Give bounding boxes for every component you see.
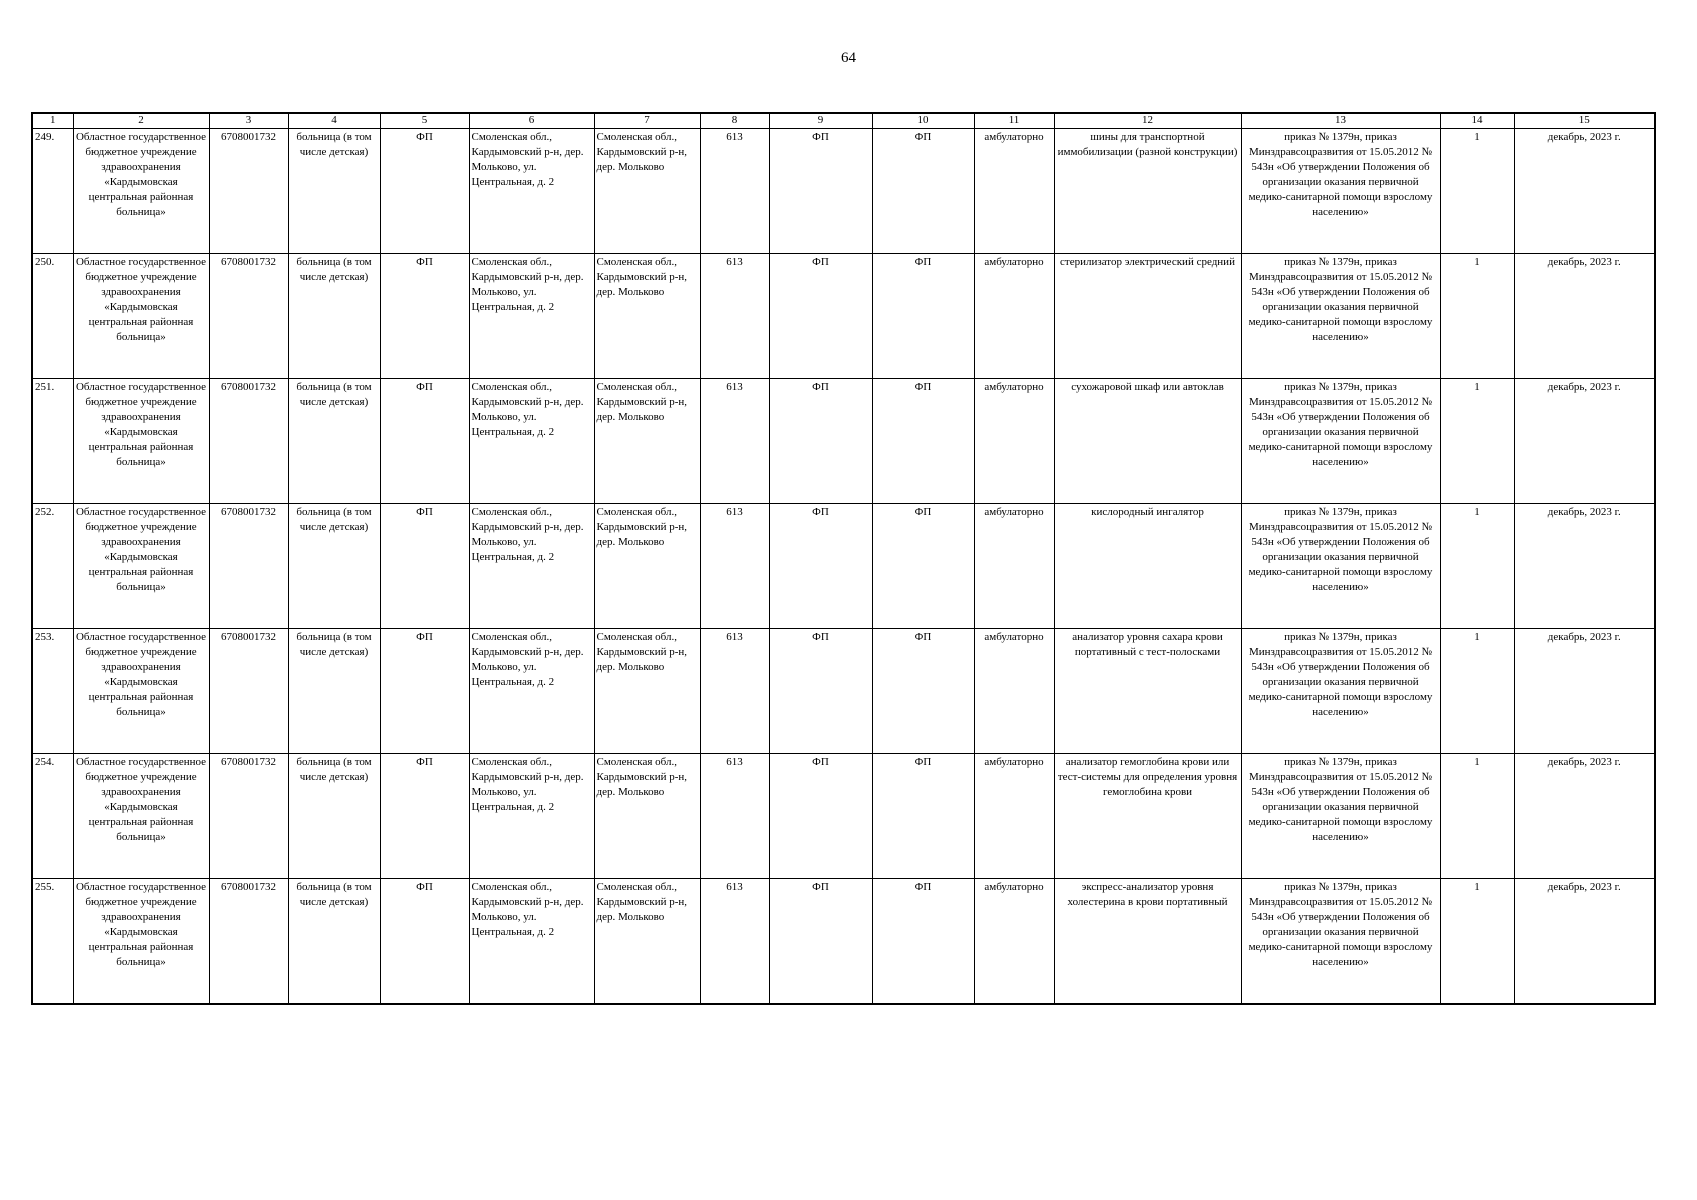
column-header: 10: [872, 113, 974, 129]
unit: ФП: [380, 379, 469, 504]
regulation-order: приказ № 1379н, приказ Минздравсоцразвития от 15.05.2012 № 543н «Об утверждении Положения об организации оказания первичной медико-санитарной помощи взрослому населению»: [1241, 754, 1440, 879]
delivery-date: декабрь, 2023 г.: [1514, 879, 1655, 1004]
organization-name: Областное государственное бюджетное учреждение здравоохранения «Кардымовская центральная районная больница»: [73, 254, 209, 379]
row-number: 253.: [32, 629, 73, 754]
quantity: 1: [1440, 504, 1514, 629]
facility-type: больница (в том числе детская): [288, 504, 380, 629]
table-row: [32, 379, 1655, 504]
organization-name: Областное государственное бюджетное учреждение здравоохранения «Кардымовская центральная районная больница»: [73, 129, 209, 254]
delivery-date: декабрь, 2023 г.: [1514, 254, 1655, 379]
locality: Смоленская обл., Кардымовский р-н, дер. Мольково: [594, 629, 700, 754]
column-header: 9: [769, 113, 872, 129]
inn: 6708001732: [209, 379, 288, 504]
regulation-order: приказ № 1379н, приказ Минздравсоцразвития от 15.05.2012 № 543н «Об утверждении Положения об организации оказания первичной медико-санитарной помощи взрослому населению»: [1241, 254, 1440, 379]
col10-value: ФП: [872, 254, 974, 379]
equipment-register-table: [31, 112, 1656, 1005]
equipment-name: сухожаровой шкаф или автоклав: [1054, 379, 1241, 504]
equipment-name: анализатор гемоглобина крови или тест-системы для определения уровня гемоглобина крови: [1054, 754, 1241, 879]
row-number: 255.: [32, 879, 73, 1004]
address: Смоленская обл., Кардымовский р-н, дер. Мольково, ул. Центральная, д. 2: [469, 504, 594, 629]
inn: 6708001732: [209, 629, 288, 754]
col9-value: ФП: [769, 254, 872, 379]
quantity: 1: [1440, 129, 1514, 254]
address: Смоленская обл., Кардымовский р-н, дер. Мольково, ул. Центральная, д. 2: [469, 129, 594, 254]
table-row: [32, 879, 1655, 1004]
column-number-row: [32, 113, 1655, 129]
organization-name: Областное государственное бюджетное учреждение здравоохранения «Кардымовская центральная районная больница»: [73, 754, 209, 879]
column-header: 3: [209, 113, 288, 129]
col10-value: ФП: [872, 129, 974, 254]
column-header: 11: [974, 113, 1054, 129]
regulation-order: приказ № 1379н, приказ Минздравсоцразвития от 15.05.2012 № 543н «Об утверждении Положения об организации оказания первичной медико-санитарной помощи взрослому населению»: [1241, 629, 1440, 754]
equipment-name: шины для транспортной иммобилизации (разной конструкции): [1054, 129, 1241, 254]
column-header: 2: [73, 113, 209, 129]
organization-name: Областное государственное бюджетное учреждение здравоохранения «Кардымовская центральная районная больница»: [73, 504, 209, 629]
unit: ФП: [380, 879, 469, 1004]
locality: Смоленская обл., Кардымовский р-н, дер. Мольково: [594, 504, 700, 629]
code: 613: [700, 629, 769, 754]
col10-value: ФП: [872, 379, 974, 504]
equipment-name: кислородный ингалятор: [1054, 504, 1241, 629]
col10-value: ФП: [872, 504, 974, 629]
equipment-name: анализатор уровня сахара крови портативный с тест-полосками: [1054, 629, 1241, 754]
care-mode: амбулаторно: [974, 254, 1054, 379]
table-row: [32, 254, 1655, 379]
column-header: 12: [1054, 113, 1241, 129]
row-number: 249.: [32, 129, 73, 254]
regulation-order: приказ № 1379н, приказ Минздравсоцразвития от 15.05.2012 № 543н «Об утверждении Положения об организации оказания первичной медико-санитарной помощи взрослому населению»: [1241, 879, 1440, 1004]
locality: Смоленская обл., Кардымовский р-н, дер. Мольково: [594, 254, 700, 379]
address: Смоленская обл., Кардымовский р-н, дер. Мольково, ул. Центральная, д. 2: [469, 254, 594, 379]
page-number: 64: [841, 50, 856, 66]
regulation-order: приказ № 1379н, приказ Минздравсоцразвития от 15.05.2012 № 543н «Об утверждении Положения об организации оказания первичной медико-санитарной помощи взрослому населению»: [1241, 379, 1440, 504]
regulation-order: приказ № 1379н, приказ Минздравсоцразвития от 15.05.2012 № 543н «Об утверждении Положения об организации оказания первичной медико-санитарной помощи взрослому населению»: [1241, 129, 1440, 254]
column-header: 13: [1241, 113, 1440, 129]
col9-value: ФП: [769, 879, 872, 1004]
quantity: 1: [1440, 629, 1514, 754]
inn: 6708001732: [209, 754, 288, 879]
inn: 6708001732: [209, 504, 288, 629]
locality: Смоленская обл., Кардымовский р-н, дер. Мольково: [594, 379, 700, 504]
column-header: 1: [32, 113, 73, 129]
unit: ФП: [380, 629, 469, 754]
facility-type: больница (в том числе детская): [288, 879, 380, 1004]
locality: Смоленская обл., Кардымовский р-н, дер. Мольково: [594, 129, 700, 254]
organization-name: Областное государственное бюджетное учреждение здравоохранения «Кардымовская центральная районная больница»: [73, 879, 209, 1004]
organization-name: Областное государственное бюджетное учреждение здравоохранения «Кардымовская центральная районная больница»: [73, 379, 209, 504]
col9-value: ФП: [769, 754, 872, 879]
column-header: 7: [594, 113, 700, 129]
care-mode: амбулаторно: [974, 629, 1054, 754]
column-header: 6: [469, 113, 594, 129]
unit: ФП: [380, 254, 469, 379]
facility-type: больница (в том числе детская): [288, 254, 380, 379]
unit: ФП: [380, 754, 469, 879]
address: Смоленская обл., Кардымовский р-н, дер. Мольково, ул. Центральная, д. 2: [469, 879, 594, 1004]
delivery-date: декабрь, 2023 г.: [1514, 379, 1655, 504]
column-header: 5: [380, 113, 469, 129]
quantity: 1: [1440, 379, 1514, 504]
regulation-order: приказ № 1379н, приказ Минздравсоцразвития от 15.05.2012 № 543н «Об утверждении Положения об организации оказания первичной медико-санитарной помощи взрослому населению»: [1241, 504, 1440, 629]
table-row: [32, 504, 1655, 629]
code: 613: [700, 504, 769, 629]
table-row: [32, 754, 1655, 879]
equipment-name: экспресс-анализатор уровня холестерина в крови портативный: [1054, 879, 1241, 1004]
code: 613: [700, 129, 769, 254]
care-mode: амбулаторно: [974, 879, 1054, 1004]
quantity: 1: [1440, 879, 1514, 1004]
address: Смоленская обл., Кардымовский р-н, дер. Мольково, ул. Центральная, д. 2: [469, 754, 594, 879]
facility-type: больница (в том числе детская): [288, 379, 380, 504]
col9-value: ФП: [769, 629, 872, 754]
delivery-date: декабрь, 2023 г.: [1514, 129, 1655, 254]
inn: 6708001732: [209, 254, 288, 379]
facility-type: больница (в том числе детская): [288, 754, 380, 879]
address: Смоленская обл., Кардымовский р-н, дер. Мольково, ул. Центральная, д. 2: [469, 379, 594, 504]
care-mode: амбулаторно: [974, 504, 1054, 629]
row-number: 250.: [32, 254, 73, 379]
code: 613: [700, 379, 769, 504]
care-mode: амбулаторно: [974, 379, 1054, 504]
col9-value: ФП: [769, 379, 872, 504]
col9-value: ФП: [769, 504, 872, 629]
row-number: 252.: [32, 504, 73, 629]
locality: Смоленская обл., Кардымовский р-н, дер. Мольково: [594, 754, 700, 879]
quantity: 1: [1440, 254, 1514, 379]
code: 613: [700, 754, 769, 879]
care-mode: амбулаторно: [974, 129, 1054, 254]
column-header: 4: [288, 113, 380, 129]
facility-type: больница (в том числе детская): [288, 629, 380, 754]
locality: Смоленская обл., Кардымовский р-н, дер. Мольково: [594, 879, 700, 1004]
unit: ФП: [380, 504, 469, 629]
unit: ФП: [380, 129, 469, 254]
column-header: 14: [1440, 113, 1514, 129]
facility-type: больница (в том числе детская): [288, 129, 380, 254]
care-mode: амбулаторно: [974, 754, 1054, 879]
code: 613: [700, 879, 769, 1004]
organization-name: Областное государственное бюджетное учреждение здравоохранения «Кардымовская центральная районная больница»: [73, 629, 209, 754]
inn: 6708001732: [209, 129, 288, 254]
row-number: 254.: [32, 754, 73, 879]
inn: 6708001732: [209, 879, 288, 1004]
address: Смоленская обл., Кардымовский р-н, дер. Мольково, ул. Центральная, д. 2: [469, 629, 594, 754]
row-number: 251.: [32, 379, 73, 504]
col9-value: ФП: [769, 129, 872, 254]
column-header: 15: [1514, 113, 1655, 129]
column-header: 8: [700, 113, 769, 129]
delivery-date: декабрь, 2023 г.: [1514, 504, 1655, 629]
table-row: [32, 629, 1655, 754]
quantity: 1: [1440, 754, 1514, 879]
col10-value: ФП: [872, 879, 974, 1004]
delivery-date: декабрь, 2023 г.: [1514, 629, 1655, 754]
equipment-name: стерилизатор электрический средний: [1054, 254, 1241, 379]
col10-value: ФП: [872, 754, 974, 879]
code: 613: [700, 254, 769, 379]
col10-value: ФП: [872, 629, 974, 754]
delivery-date: декабрь, 2023 г.: [1514, 754, 1655, 879]
table-row: [32, 129, 1655, 254]
